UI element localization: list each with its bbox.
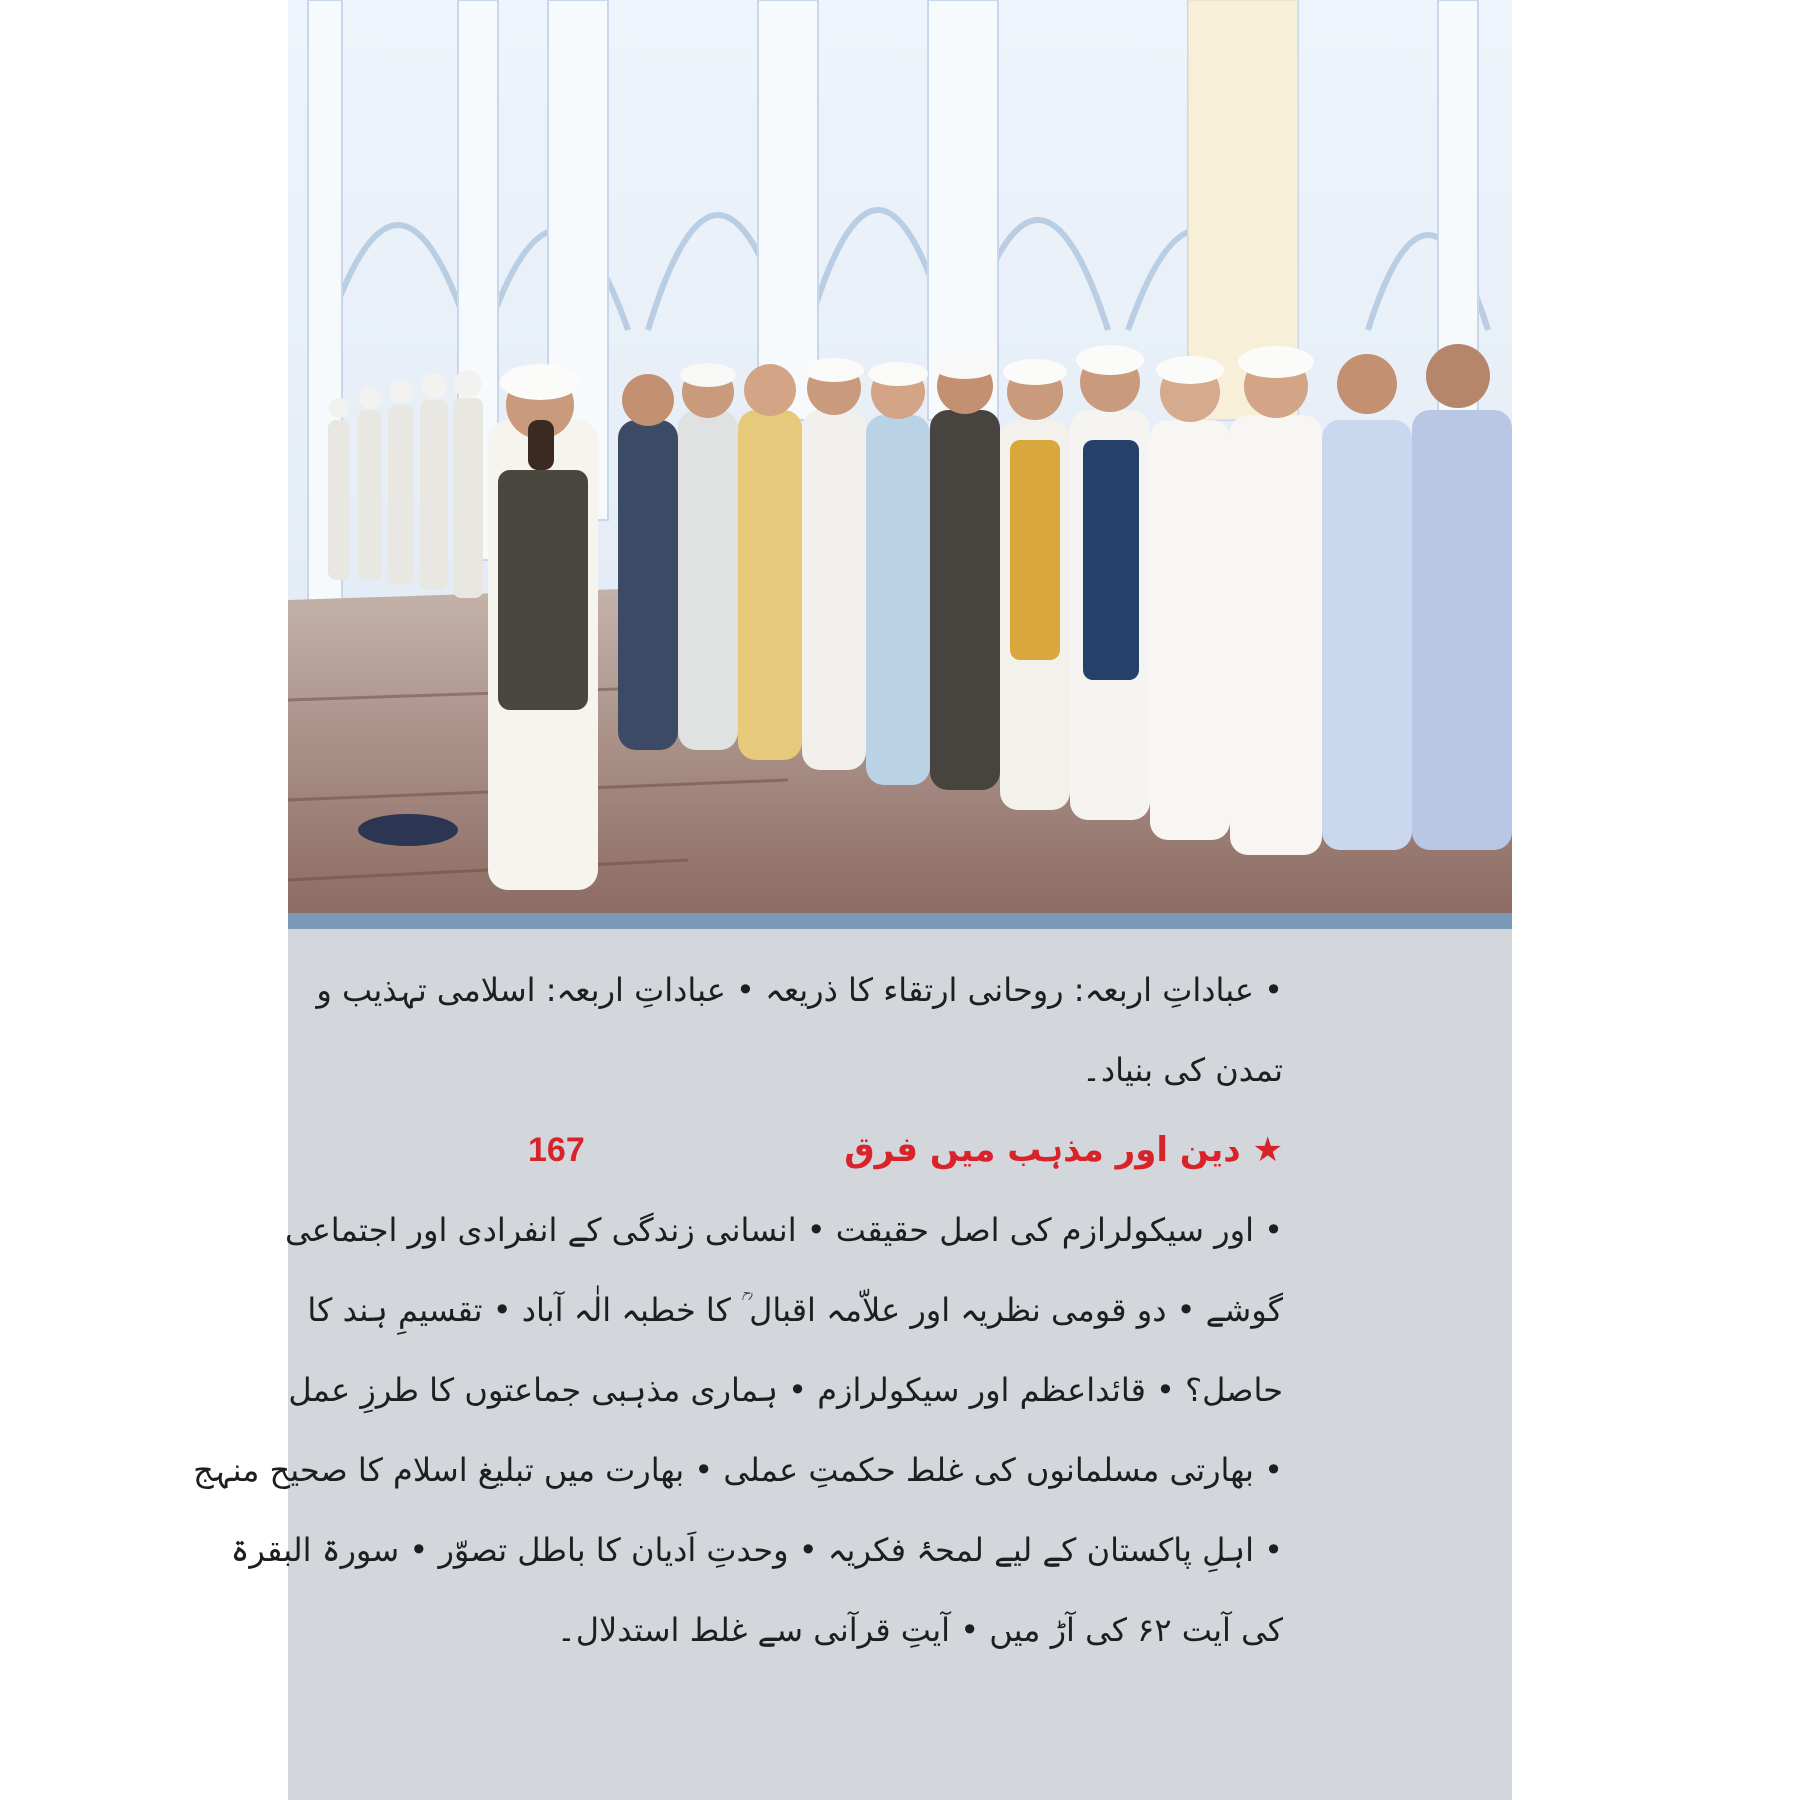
divider-bar: [288, 913, 1512, 929]
body-line: • اہلِ پاکستان کے لیے لمحۂ فکریہ • وحدتِ اَدیان کا باطل تصوّر • سورۃ البقرۃ: [230, 1531, 1283, 1569]
star-icon: ★: [1252, 1130, 1283, 1170]
photo-illustration: [288, 0, 1512, 913]
body-line: • اور سیکولرازم کی اصل حقیقت • انسانی زندگی کے انفرادی اور اجتماعی: [285, 1211, 1283, 1249]
body-line: گوشے • دو قومی نظریہ اور علاّمہ اقبال ؒ کا خطبہ الٰہ آباد • تقسیمِ ہند کا: [307, 1291, 1283, 1329]
page: [193, 0, 1512, 1800]
intro-line: • عباداتِ اربعہ: روحانی ارتقاء کا ذریعہ • عباداتِ اربعہ: اسلامی تہذیب و: [316, 971, 1283, 1009]
body-line: • بھارتی مسلمانوں کی غلط حکمتِ عملی • بھارت میں تبلیغ اسلام کا صحیح منہج: [193, 1451, 1283, 1489]
body-line: کی آیت ۶۲ کی آڑ میں • آیتِ قرآنی سے غلط استدلال۔: [557, 1611, 1283, 1649]
text-block: [193, 950, 1283, 1670]
body-line: حاصل؟ • قائداعظم اور سیکولرازم • ہماری مذہبی جماعتوں کا طرزِ عمل: [288, 1371, 1283, 1409]
section-title: [844, 1110, 1283, 1190]
section-heading: [518, 1110, 1283, 1190]
section-title-text: دین اور مذہب میں فرق: [844, 1130, 1241, 1170]
mosque-prayer-photo: [288, 0, 1512, 913]
intro-line: تمدن کی بنیاد۔: [1082, 1051, 1283, 1089]
page-number: 167: [528, 1131, 585, 1169]
